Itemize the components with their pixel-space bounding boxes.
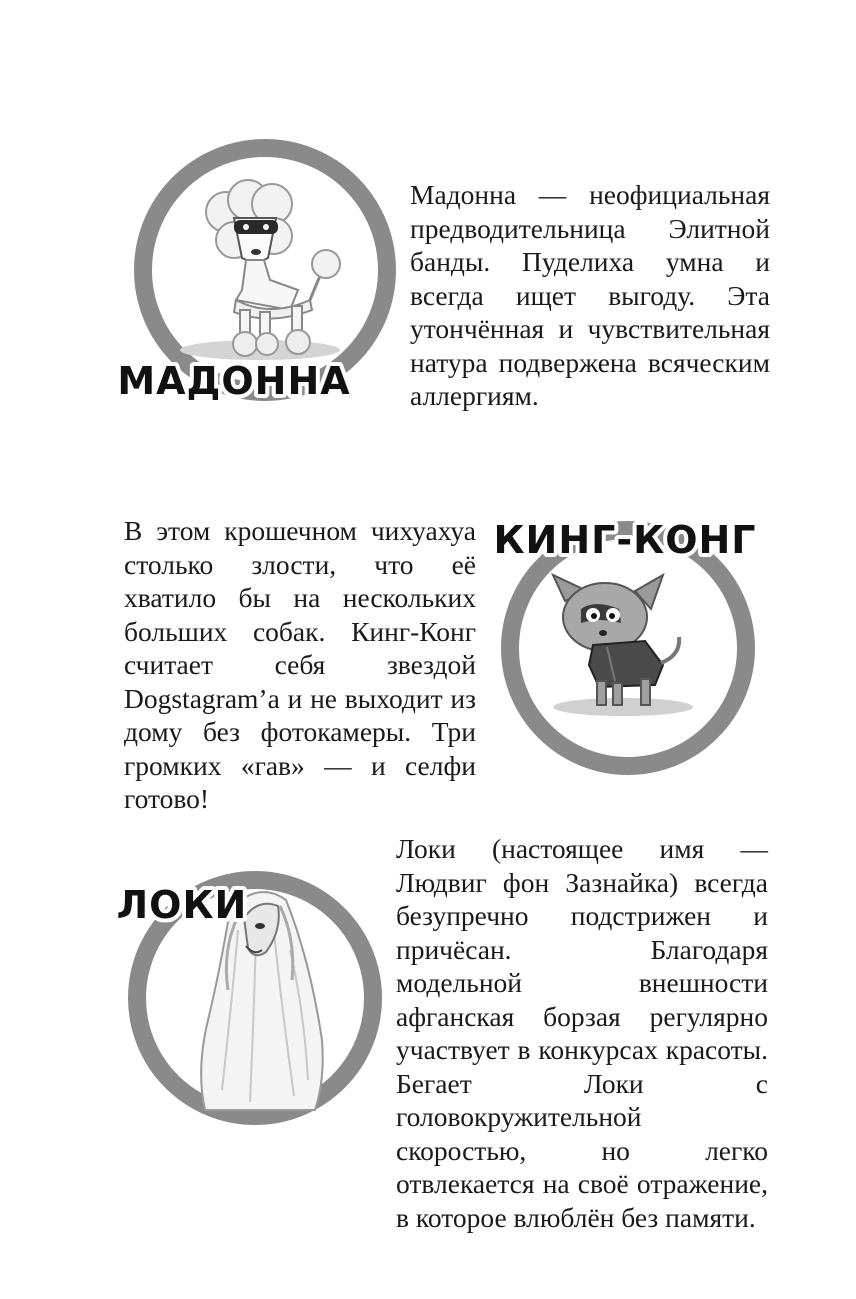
loki-portrait — [110, 840, 400, 1130]
king-kong-description: В этом крошечном чихуахуа столько злости, что её хватило бы на нескольких больших собак. Кинг-Конг считает себя звездой Dogstagram’a и не выходит из дому без фотокамеры. Три громких «гав» — и селфи готово! — [124, 515, 476, 814]
madonna-name-label: МАДОННА — [117, 359, 351, 403]
king-kong-portrait — [495, 505, 775, 785]
loki-name-label: ЛОКИ — [116, 883, 248, 927]
madonna-description: Мадонна — неофициальная предводительница Элитной банды. Пуделиха умна и всегда ищет выгоду. Эта утончённая и чувствительная натура подвержена всяческим аллергиям. — [410, 179, 770, 411]
madonna-portrait — [117, 140, 400, 420]
king-kong-name-label: КИНГ-КОНГ — [493, 518, 757, 562]
loki-description: Локи (настоящее имя — Людвиг фон Зазнайка) всегда безупречно подстрижен и причёсан. Благодаря модельной внешности афганская борзая регулярно участвует в конкурсах красоты. Бегает Локи с головокружительной скоростью, но легко отвлекается на своё отражение, в которое влюблён без памяти. — [396, 833, 768, 1233]
